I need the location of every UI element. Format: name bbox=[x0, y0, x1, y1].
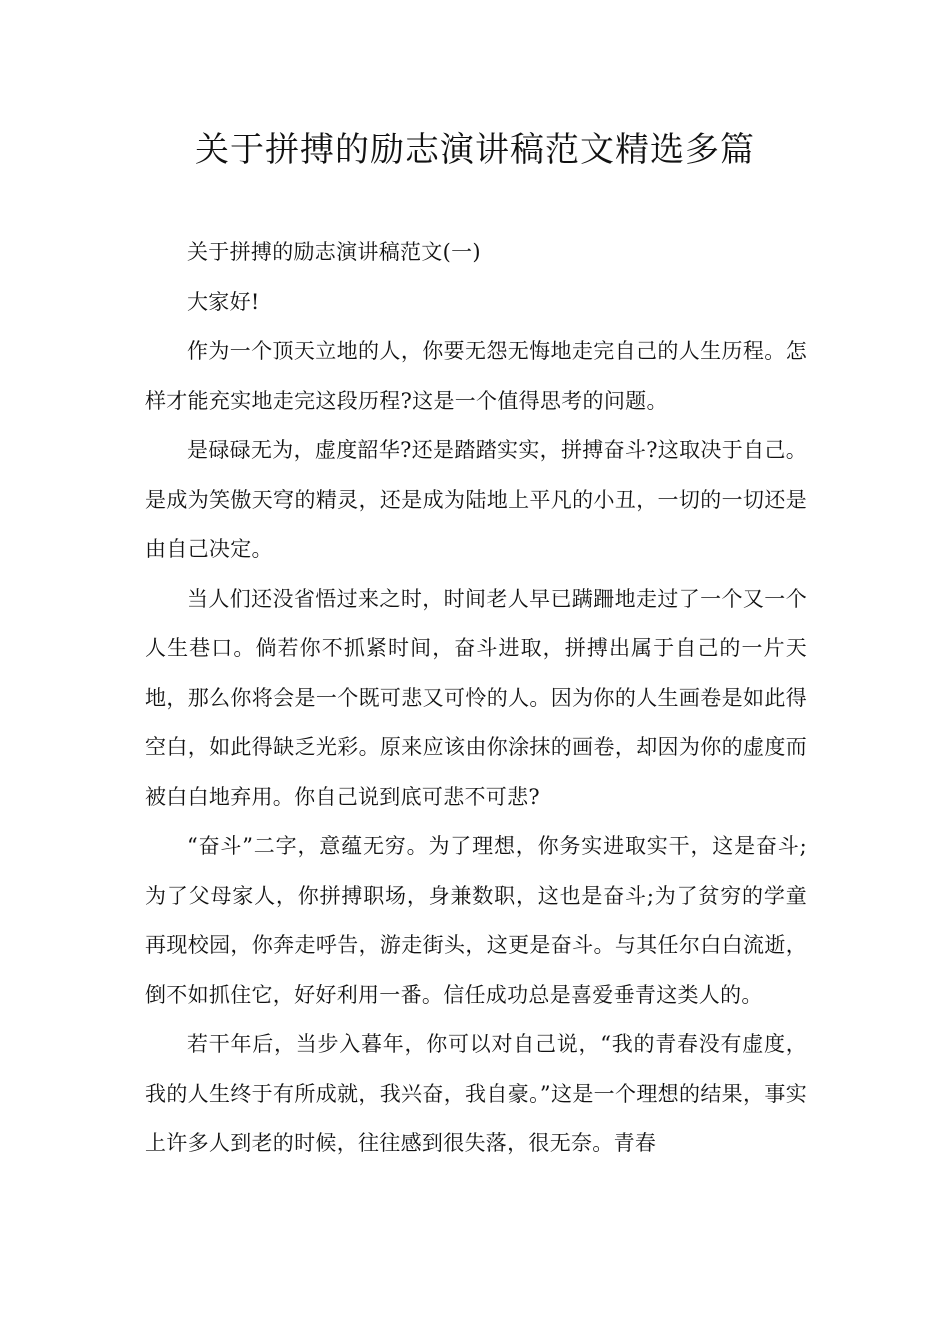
body-paragraph: 若干年后，当步入暮年，你可以对自己说，“我的青春没有虚度，我的人生终于有所成就，我兴奋，我自豪。”这是一个理想的结果，事实上许多人到老的时候，往往感到很失落，很无奈。青春 bbox=[145, 1032, 807, 1155]
section-heading: 关于拼搏的励志演讲稿范文(一) bbox=[187, 240, 481, 264]
document-body bbox=[145, 228, 807, 1169]
body-paragraph: 是碌碌无为，虚度韶华?还是踏踏实实，拼搏奋斗?这取决于自己。是成为笑傲天穹的精灵，还是成为陆地上平凡的小丑，一切的一切还是由自己决定。 bbox=[145, 438, 807, 561]
greeting-paragraph: 大家好! bbox=[187, 289, 260, 314]
body-paragraph: “奋斗”二字，意蕴无穷。为了理想，你务实进取实干，这是奋斗;为了父母家人，你拼搏职场，身兼数职，这也是奋斗;为了贫穷的学童再现校园，你奔走呼告，游走街头，这更是奋斗。与其任尔白白流逝，倒不如抓住它，好好利用一番。信任成功总是喜爱垂青这类人的。 bbox=[145, 834, 807, 1007]
body-paragraph: 作为一个顶天立地的人，你要无怨无悔地走完自己的人生历程。怎样才能充实地走完这段历程?这是一个值得思考的问题。 bbox=[145, 339, 807, 413]
body-paragraph: 当人们还没省悟过来之时，时间老人早已蹒跚地走过了一个又一个人生巷口。倘若你不抓紧时间，奋斗进取，拼搏出属于自己的一片天地，那么你将会是一个既可悲又可怜的人。因为你的人生画卷是如此得空白，如此得缺乏光彩。原来应该由你涂抹的画卷，却因为你的虚度而被白白地弃用。你自己说到底可悲不可悲? bbox=[145, 586, 807, 809]
document-title: 关于拼搏的励志演讲稿范文精选多篇 bbox=[195, 130, 755, 170]
